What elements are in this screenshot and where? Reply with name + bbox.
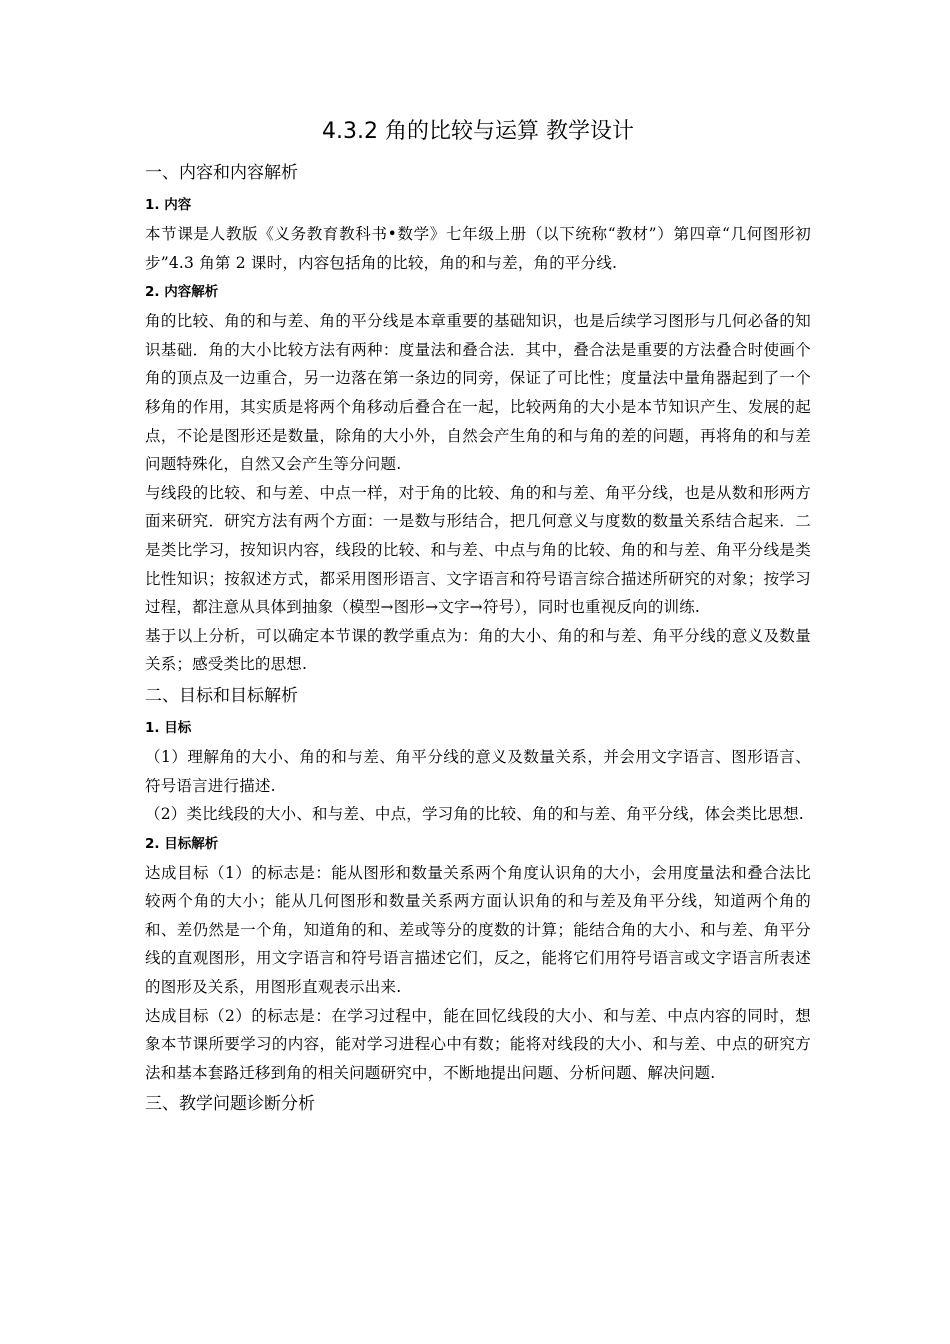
document-title: 4.3.2 角的比较与运算 教学设计: [322, 119, 634, 144]
section-heading-3: 三、教学问题诊断分析: [145, 1094, 315, 1115]
subsection-heading-2-2: 2. 目标解析: [145, 835, 219, 852]
paragraph: 达成目标（2）的标志是：在学习过程中，能在回忆线段的大小、和与差、中点内容的同时，想象本节课所要学习的内容，能对学习进程心中有数；能将对线段的大小、和与差、中点的研究方法和基本套路迁移到角的相关问题研究中，不断地提出问题、分析问题、解决问题.: [145, 1006, 811, 1082]
paragraph: （1）理解角的大小、角的和与差、角平分线的意义及数量关系，并会用文字语言、图形语言、符号语言进行描述.: [145, 747, 811, 795]
document-page: [145, 112, 811, 1121]
paragraph: 与线段的比较、和与差、中点一样，对于角的比较、角的和与差、角平分线，也是从数和形两方面来研究．研究方法有两个方面：一是数与形结合，把几何意义与度数的数量关系结合起来．二是类比学习，按知识内容，线段的比较、和与差、中点与角的比较、角的和与差、角平分线是类比性知识；按叙述方式，都采用图形语言、文字语言和符号语言综合描述所研究的对象；按学习过程，都注意从具体到抽象（模型→图形→文字→符号），同时也重视反向的训练.: [145, 483, 811, 617]
section-heading-1: 一、内容和内容解析: [145, 163, 298, 183]
subsection-heading-2-1: 1. 目标: [145, 719, 192, 736]
paragraph: 角的比较、角的和与差、角的平分线是本章重要的基础知识，也是后续学习图形与几何必备的知识基础．角的大小比较方法有两种：度量法和叠合法．其中，叠合法是重要的方法叠合时使画个角的顶点及一边重合，另一边落在第一条边的同旁，保证了可比性；度量法中量角器起到了一个移角的作用，其实质是将两个角移动后叠合在一起，比较两角的大小是本节知识产生、发展的起点，不论是图形还是数量，除角的大小外，自然会产生角的和与角的差的问题，再将角的和与差问题特殊化，自然又会产生等分问题.: [145, 312, 811, 474]
paragraph: 本节课是人教版《义务教育教科书•数学》七年级上册（以下统称“教材”）第四章“几何图形初步”4.3 角第 2 课时，内容包括角的比较，角的和与差，角的平分线.: [145, 225, 811, 272]
paragraph: 基于以上分析，可以确定本节课的教学重点为：角的大小、角的和与差、角平分线的意义及数量关系；感受类比的思想.: [145, 626, 811, 674]
paragraph: （2）类比线段的大小、和与差、中点，学习角的比较、角的和与差、角平分线，体会类比思想.: [145, 805, 804, 824]
section-heading-2: 二、目标和目标解析: [145, 685, 298, 706]
subsection-heading-1-1: 1. 内容: [145, 197, 192, 213]
subsection-heading-1-2: 2. 内容解析: [145, 284, 219, 301]
paragraph: 达成目标（1）的标志是：能从图形和数量关系两个角度认识角的大小，会用度量法和叠合法比较两个角的大小；能从几何图形和数量关系两方面认识角的和与差及角平分线，知道两个角的和、差仍然是一个角，知道角的和、差或等分的度数的计算；能结合角的大小、和与差、角平分线的直观图形，用文字语言和符号语言描述它们，反之，能将它们用符号语言或文字语言所表述的图形及关系，用图形直观表示出来.: [145, 863, 811, 997]
